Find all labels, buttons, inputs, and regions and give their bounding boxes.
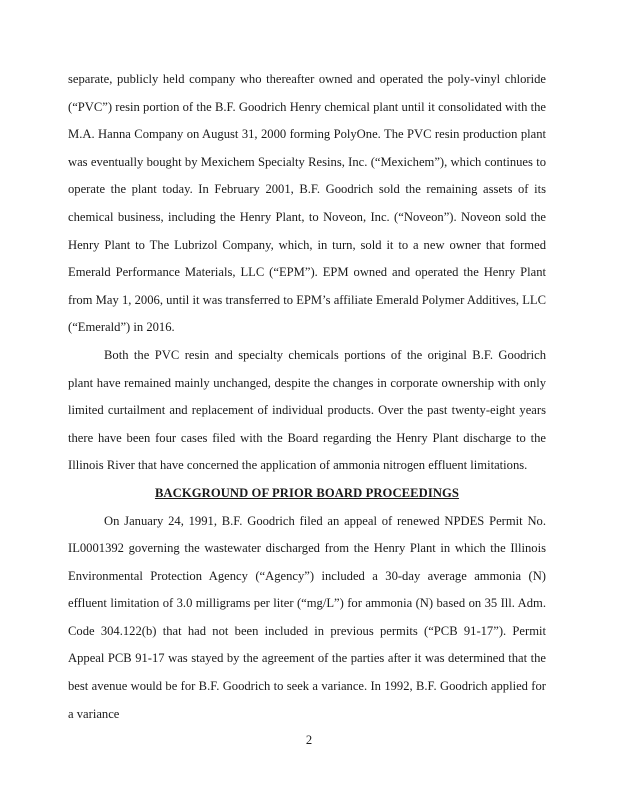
paragraph-continued: separate, publicly held company who thereafter owned and operated the poly-vinyl chloride (“PVC”) resin portion of the B.F. Goodrich Henry chemical plant until it consolidated with the M.A. Hanna Company on August 31, 2000 forming PolyOne. The PVC resin production plant was eventually bought by Mexichem Specialty Resins, Inc. (“Mexichem”), which continues to operate the plant today. In February 2001, B.F. Goodrich sold the remaining assets of its chemical business, including the Henry Plant, to Noveon, Inc. (“Noveon”). Noveon sold the Henry Plant to The Lubrizol Company, which, in turn, sold it to a new owner that formed Emerald Performance Materials, LLC (“EPM”). EPM owned and operated the Henry Plant from May 1, 2006, until it was transferred to EPM’s affiliate Emerald Polymer Additives, LLC (“Emerald”) in 2016. — [68, 72, 546, 335]
section-heading: BACKGROUND OF PRIOR BOARD PROCEEDINGS — [154, 485, 460, 500]
page-number: 2 — [305, 733, 313, 747]
paragraph-ownership-history: Both the PVC resin and specialty chemicals portions of the original B.F. Goodrich plant have remained mainly unchanged, despite the changes in corporate ownership with only limited curtailment and replacement of individual products. Over the past twenty-eight years there have been four cases filed with the Board regarding the Henry Plant discharge to the Illinois River that have concerned the application of ammonia nitrogen effluent limitations. — [68, 347, 546, 473]
document-body — [68, 66, 546, 728]
paragraph-permit-appeal: On January 24, 1991, B.F. Goodrich filed an appeal of renewed NPDES Permit No. IL0001392 governing the wastewater discharged from the Henry Plant in which the Illinois Environmental Protection Agency (“Agency”) included a 30-day average ammonia (N) effluent limitation of 3.0 milligrams per liter (“mg/L”) for ammonia (N) based on 35 Ill. Adm. Code 304.122(b) that had not been included in previous permits (“PCB 91-17”). Permit Appeal PCB 91-17 was stayed by the agreement of the parties after it was determined that the best avenue would be for B.F. Goodrich to seek a variance. In 1992, B.F. Goodrich applied for a variance — [68, 513, 546, 721]
